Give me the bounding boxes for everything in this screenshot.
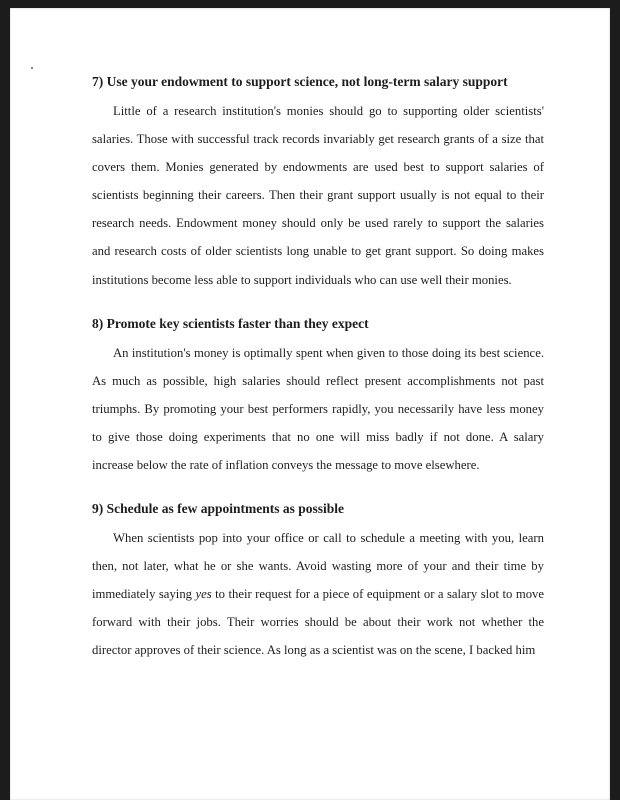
- body-text: to their request for a piece of equipment or a salary slot to move forward with their jobs. Their worries should be about their work not whether the director approves of their science. As long as a scientist was on the scene, I backed him: [92, 587, 545, 658]
- section-heading: 7) Use your endowment to support science, not long-term salary support: [92, 74, 508, 89]
- section-7: [92, 73, 544, 294]
- section-9: [92, 500, 544, 664]
- paper-speck: [31, 67, 33, 69]
- section-heading: 8) Promote key scientists faster than they expect: [92, 316, 369, 331]
- document-page: [10, 8, 610, 800]
- body-text: When scientists pop into your office or call to schedule a meeting with you, learn then, not later, what he or she wants. Avoid wasting more of your and their time by immediately saying: [92, 531, 544, 602]
- section-heading: 9) Schedule as few appointments as possible: [92, 501, 345, 516]
- section-body: An institution's money is optimally spent when given to those doing its best science. As much as possible, high salaries should reflect present accomplishments not past triumphs. By promoting your best performers rapidly, you necessarily have less money to give those doing experiments that no one will miss badly if not done. A salary increase below the rate of inflation conveys the message to move elsewhere.: [92, 346, 544, 473]
- emphasis-text: yes: [195, 587, 212, 602]
- section-body: Little of a research institution's monies should go to supporting older scientists' salaries. Those with successful track records invariably get research grants of a size that covers them. Monies generated by endowments are used best to support salaries of scientists beginning their careers. Then their grant support usually is not equal to their research needs. Endowment money should only be used rarely to support the salaries and research costs of older scientists long unable to get grant support. So doing makes institutions become less able to support individuals who can use well their monies.: [92, 104, 544, 287]
- section-8: [92, 315, 544, 479]
- section-body: [92, 524, 544, 664]
